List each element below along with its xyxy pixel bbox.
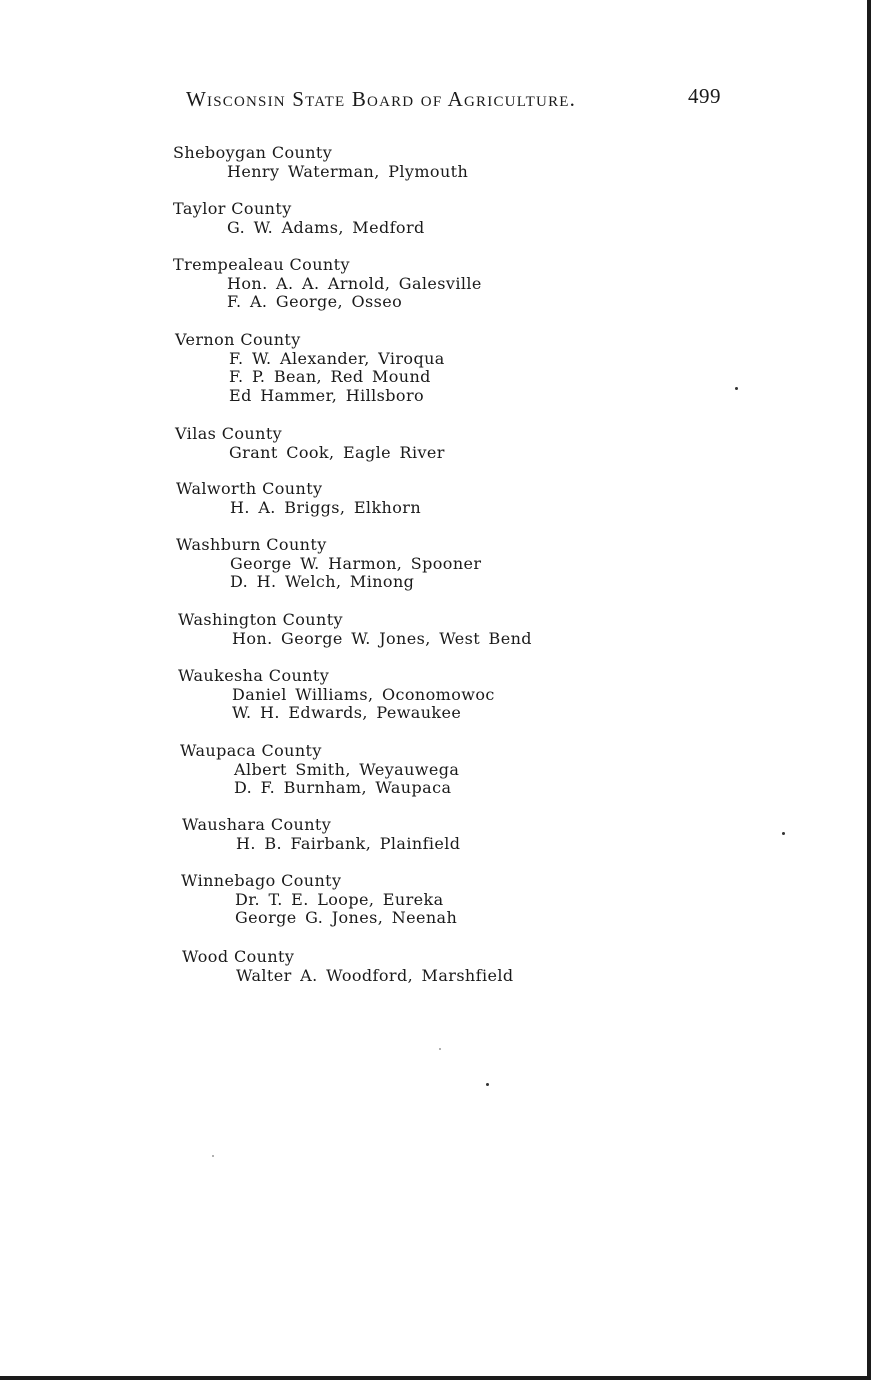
scan-speck [735,387,738,390]
scan-speck [486,1083,489,1086]
county-block-waukesha [178,667,495,723]
member-entry: Hon. A. A. Arnold, Galesville [227,273,482,293]
county-name: Washburn County [176,535,327,554]
county-block-sheboygan [173,144,468,181]
member-entry: H. B. Fairbank, Plainfield [236,833,461,853]
county-name: Sheboygan County [173,143,333,162]
scan-speck [782,832,785,835]
member-entry: Daniel Williams, Oconomowoc [232,684,495,704]
member-entry: Walter A. Woodford, Marshfield [236,965,514,985]
running-head-title: Wisconsin State Board of Agriculture. [186,87,577,111]
member-entry: George W. Harmon, Spooner [230,553,482,573]
county-block-taylor [173,200,425,237]
county-name: Waupaca County [180,741,322,760]
scan-speck [212,1155,214,1157]
member-entry: F. W. Alexander, Viroqua [229,348,445,368]
county-block-vilas [175,425,445,462]
page-number: 499 [688,84,721,108]
member-entry: George G. Jones, Neenah [235,908,458,927]
county-block-washburn [176,536,481,592]
member-entry: F. A. George, Osseo [227,292,403,311]
member-entry: D. H. Welch, Minong [230,572,415,591]
member-entry: G. W. Adams, Medford [227,217,425,237]
member-entry: D. F. Burnham, Waupaca [234,778,452,797]
page-edge-bottom [0,1376,871,1380]
county-name: Vernon County [175,330,301,349]
member-entry: Henry Waterman, Plymouth [227,161,469,181]
county-block-waushara [182,816,460,853]
scan-speck [439,1048,441,1050]
county-name: Walworth County [176,479,323,498]
county-name: Taylor County [173,199,292,218]
county-name: Wood County [182,947,295,966]
member-entry: F. P. Bean, Red Mound [229,367,431,386]
county-block-waupaca [180,742,459,798]
county-block-vernon [175,331,445,405]
member-entry: W. H. Edwards, Pewaukee [232,703,462,722]
county-block-winnebago [181,872,457,928]
county-name: Winnebago County [181,871,342,890]
member-entry: Ed Hammer, Hillsboro [229,385,425,405]
county-name: Trempealeau County [173,255,350,274]
county-name: Waukesha County [178,666,330,685]
county-name: Vilas County [175,424,283,443]
member-entry: Albert Smith, Weyauwega [234,759,460,779]
county-name: Waushara County [182,815,332,834]
county-block-walworth [176,480,421,517]
county-block-washington [178,611,532,648]
county-block-trempealeau [173,256,482,312]
county-name: Washington County [178,610,343,629]
county-block-wood [182,948,514,985]
member-entry: Hon. George W. Jones, West Bend [232,628,532,648]
member-entry: Dr. T. E. Loope, Eureka [235,889,444,909]
member-entry: H. A. Briggs, Elkhorn [230,497,422,517]
member-entry: Grant Cook, Eagle River [229,442,445,462]
page-edge-right [867,0,871,1380]
